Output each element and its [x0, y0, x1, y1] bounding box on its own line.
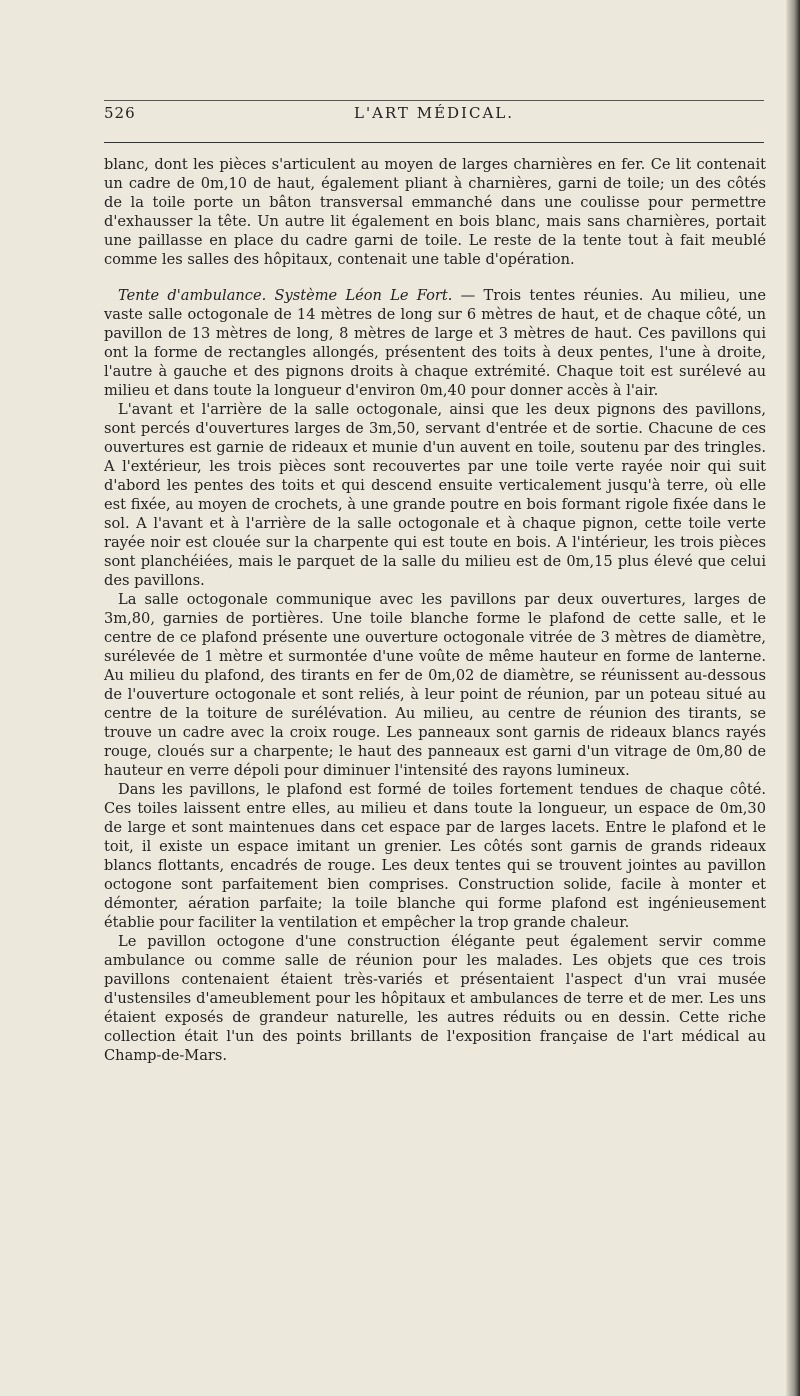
body-text — [104, 155, 766, 1065]
running-title: L'ART MÉDICAL. — [353, 104, 515, 122]
section-heading: Tente d'ambulance. Système Léon Le Fort. — [118, 287, 453, 304]
paragraph-2-text: — Trois tentes réunies. Au milieu, une vaste salle octogonale de 14 mètres de long sur 6 mètres de haut, et de chaque côté, un pavillon de 13 mètres de long, 8 mètres de large et 3 mètres de haut. Ces pavillons qui ont la forme de rectangles allongés, présentent des toits à deux pentes, l'une à droite, l'autre à gauche et des pignons droits à chaque extrémité. Chaque toit est surélevé au milieu et dans toute la longueur d'environ 0m,40 pour donner accès à l'air. — [104, 287, 767, 399]
page-header — [104, 104, 764, 134]
paragraph-5: Dans les pavillons, le plafond est formé de toiles fortement tendues de chaque côté. Ces toiles laissent entre elles, au milieu et dans toute la longueur, un espace de 0m,30 de large et sont maintenues dans cet espace par de larges lacets. Entre le plafond et le toit, il existe un espace imitant un grenier. Les côtés sont garnis de grands rideaux blancs flottants, encadrés de rouge. Les deux tentes qui se trouvent jointes au pavillon octogone sont parfaitement bien comprises. Construction solide, facile à monter et démonter, aération parfaite; la toile blanche qui forme plafond est ingénieusement établie pour faciliter la ventilation et empêcher la trop grande chaleur. — [104, 781, 766, 931]
header-rule — [104, 142, 764, 143]
paragraph-3: L'avant et l'arrière de la salle octogonale, ainsi que les deux pignons des pavillons, sont percés d'ouvertures larges de 3m,50, servant d'entrée et de sortie. Chacune de ces ouvertures est garnie de rideaux et munie d'un auvent en toile, soutenu par des tringles. A l'extérieur, les trois pièces sont recouvertes par une toile verte rayée noir qui suit d'abord les pentes des toits et qui descend ensuite verticalement jusqu'à terre, où elle est fixée, au moyen de crochets, à une grande poutre en bois formant rigole fixée dans le sol. A l'avant et à l'arrière de la salle octogonale et à chaque pignon, cette toile verte rayée noir est clouée sur la charpente qui est toute en bois. A l'intérieur, les trois pièces sont planchéiées, mais le parquet de la salle du milieu est de 0m,15 plus élevé que celui des pavillons. — [104, 401, 766, 589]
paragraph-2 — [104, 286, 766, 400]
page-edge-shadow — [786, 0, 800, 1396]
paragraph-1: blanc, dont les pièces s'articulent au moyen de larges charnières en fer. Ce lit contenait un cadre de 0m,10 de haut, également pliant à charnières, garni de toile; un des côtés de la toile porte un bâton transversal emmanché dans une coulisse pour permettre d'exhausser la tête. Un autre lit également en bois blanc, mais sans charnières, portait une paillasse en place du cadre garni de toile. Le reste de la tente tout à fait meublé comme les salles des hôpitaux, contenait une table d'opération. — [104, 156, 766, 268]
paragraph-4: La salle octogonale communique avec les pavillons par deux ouvertures, larges de 3m,80, garnies de portières. Une toile blanche forme le plafond de cette salle, et le centre de ce plafond présente une ouverture octogonale vitrée de 3 mètres de diamètre, surélevée de 1 mètre et surmontée d'une voûte de même hauteur en forme de lanterne. Au milieu du plafond, des tirants en fer de 0m,02 de diamètre, se réunissent au-dessous de l'ouverture octogonale et sont reliés, à leur point de réunion, par un poteau situé au centre de la toiture de surélévation. Au milieu, au centre de réunion des tirants, se trouve un cadre avec la croix rouge. Les panneaux sont garnis de rideaux blancs rayés rouge, cloués sur a charpente; le haut des panneaux est garni d'un vitrage de 0m,80 de hauteur en verre dépoli pour diminuer l'intensité des rayons lumineux. — [104, 591, 766, 779]
top-rule — [104, 100, 764, 101]
paragraph-6: Le pavillon octogone d'une construction élégante peut également servir comme ambulance ou comme salle de réunion pour les malades. Les objets que ces trois pavillons contenaient étaient très-variés et présentaient l'aspect d'un vrai musée d'ustensiles d'ameublement pour les hôpitaux et ambulances de terre et de mer. Les uns étaient exposés de grandeur naturelle, les autres réduits ou en dessin. Cette riche collection était l'un des points brillants de l'exposition française de l'art médical au Champ-de-Mars. — [104, 933, 766, 1064]
page-number: 526 — [104, 104, 136, 122]
